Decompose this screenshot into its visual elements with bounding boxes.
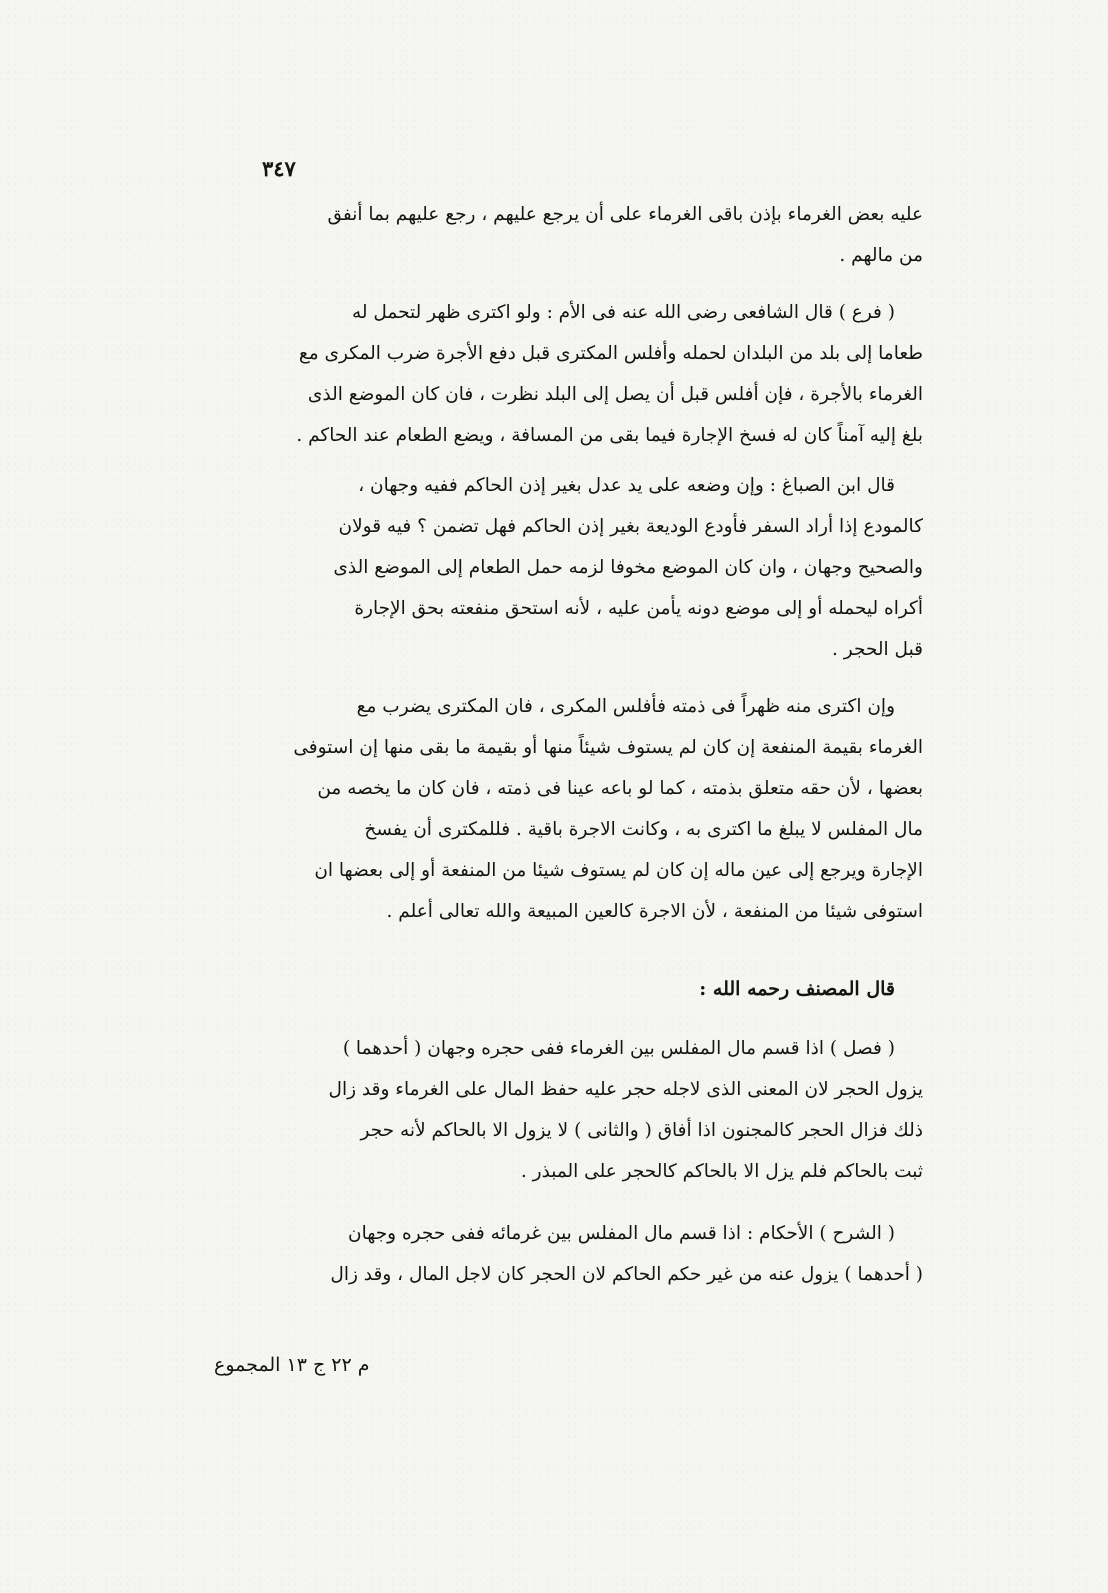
text-line: ذلك فزال الحجر كالمجنون اذا أفاق ( والثانى ) لا يزول الا بالحاكم لأنه حجر xyxy=(360,1120,923,1141)
text-line: أكراه ليحمله أو إلى موضع دونه يأمن عليه ، لأنه استحق منفعته بحق الإجارة xyxy=(354,598,923,619)
text-line: مال المفلس لا يبلغ ما اكترى به ، وكانت الاجرة باقية . فللمكترى أن يفسخ xyxy=(364,819,923,840)
page-footer: م ٢٢ ج ١٣ المجموع xyxy=(214,1354,370,1376)
text-line: والصحيح وجهان ، وان كان الموضع مخوفا لزمه حمل الطعام إلى الموضع الذى xyxy=(333,557,923,578)
text-line: الإجارة ويرجع إلى عين ماله إن كان لم يستوف شيئا من المنفعة أو إلى بعضها ان xyxy=(314,860,923,881)
text-line: يزول الحجر لان المعنى الذى لاجله حجر عليه حفظ المال على الغرماء وقد زال xyxy=(328,1079,923,1100)
paragraph-ibn-sabbagh xyxy=(205,465,923,670)
text-line: وإن اكترى منه ظهراً فى ذمته فأفلس المكرى ، فان المكترى يضرب مع xyxy=(356,696,895,717)
text-line: كالمودع إذا أراد السفر فأودع الوديعة بغير إذن الحاكم فهل تضمن ؟ فيه قولان xyxy=(338,516,923,537)
text-line: ثبت بالحاكم فلم يزل الا بالحاكم كالحجر على المبذر . xyxy=(520,1161,923,1182)
text-line: عليه بعض الغرماء بإذن باقى الغرماء على أن يرجع عليهم ، رجع عليهم بما أنفق xyxy=(327,204,923,225)
text-line: استوفى شيئا من المنفعة ، لأن الاجرة كالعين المبيعة والله تعالى أعلم . xyxy=(386,901,923,922)
text-line: قال ابن الصباغ : وإن وضعه على يد عدل بغير إذن الحاكم ففيه وجهان ، xyxy=(358,475,895,496)
text-line: طعاما إلى بلد من البلدان لحمله وأفلس المكترى قبل دفع الأجرة ضرب المكرى مع xyxy=(298,343,923,364)
paragraph-continuation xyxy=(205,194,923,276)
text-line: بعضها ، لأن حقه متعلق بذمته ، كما لو باعه عينا فى ذمته ، فان كان ما يخصه من xyxy=(317,778,923,799)
text-line: ( فرع ) قال الشافعى رضى الله عنه فى الأم : ولو اكترى ظهر لتحمل له xyxy=(351,302,895,323)
text-line: الغرماء بالأجرة ، فإن أفلس قبل أن يصل إلى البلد نظرت ، فان كان الموضع الذى xyxy=(307,384,923,405)
text-line: ( الشرح ) الأحكام : اذا قسم مال المفلس بين غرمائه ففى حجره وجهان xyxy=(347,1223,895,1244)
text-line: قبل الحجر . xyxy=(832,639,923,660)
page-number: ٣٤٧ xyxy=(262,156,296,181)
paragraph-commentary xyxy=(205,1213,923,1295)
text-line: بلغ إليه آمناً كان له فسخ الإجارة فيما بقى من المسافة ، ويضع الطعام عند الحاكم . xyxy=(296,425,923,446)
text-line: ( أحدهما ) يزول عنه من غير حكم الحاكم لان الحجر كان لاجل المال ، وقد زال xyxy=(330,1264,923,1285)
section-heading: قال المصنف رحمه الله : xyxy=(699,978,895,1000)
paragraph-branch xyxy=(205,292,923,456)
paragraph-chapter xyxy=(205,1028,923,1192)
text-line: ( فصل ) اذا قسم مال المفلس بين الغرماء ففى حجره وجهان ( أحدهما ) xyxy=(342,1038,895,1059)
text-line: من مالهم . xyxy=(839,245,923,266)
text-line: الغرماء بقيمة المنفعة إن كان لم يستوف شيئاً منها أو بقيمة ما بقى منها إن استوفى xyxy=(293,737,923,758)
paragraph-rental xyxy=(205,686,923,932)
